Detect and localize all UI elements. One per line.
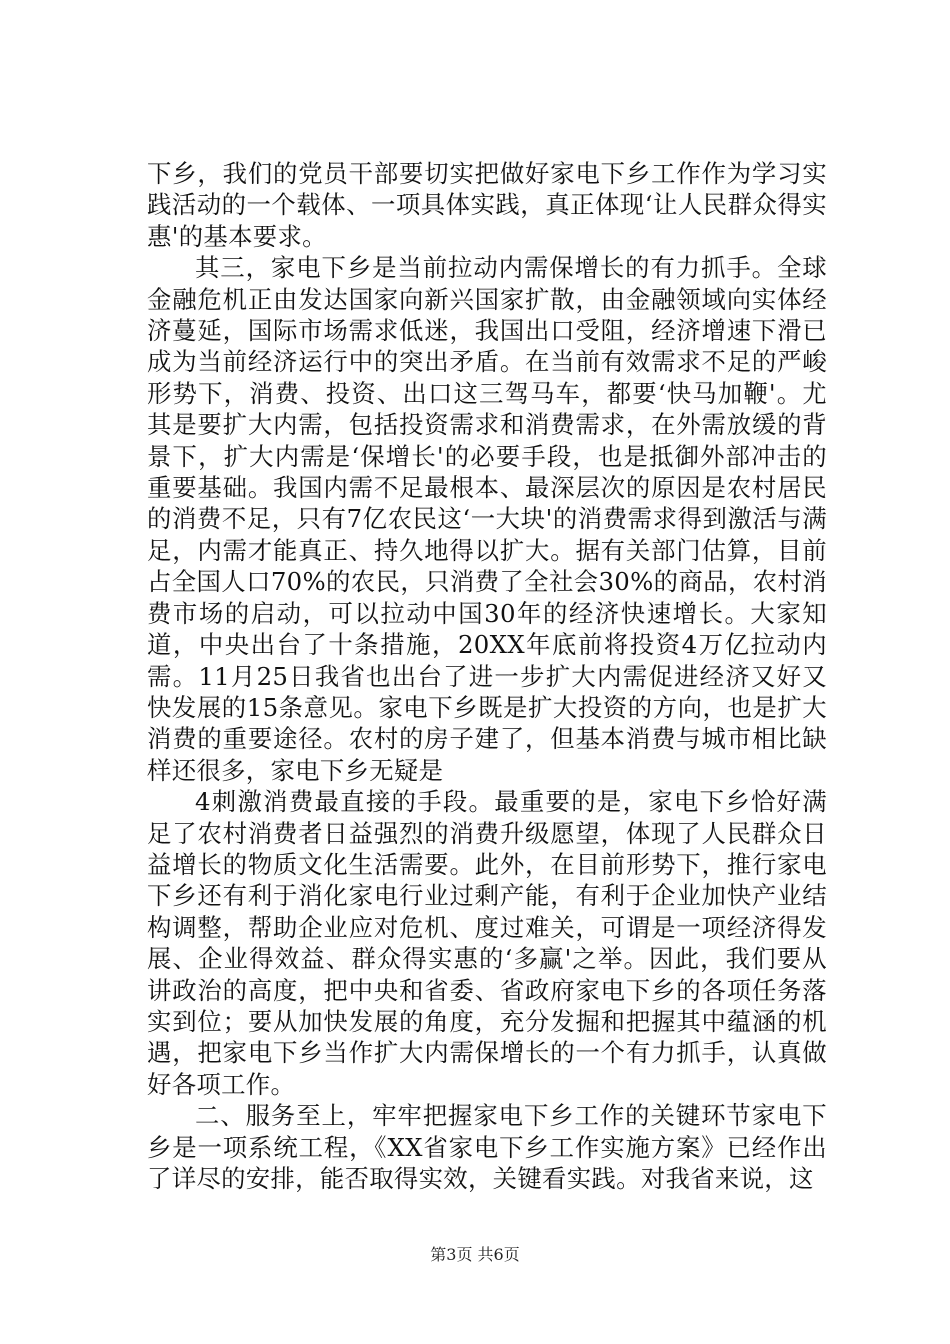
paragraph-service-section: 二、服务至上，牢牢把握家电下乡工作的关键环节家电下乡是一项系统工程，《XX省家电下乡工作实施方案》已经作出了详尽的安排，能否取得实效，关键看实践。对我省来说，这 (147, 1101, 827, 1193)
paragraph-domestic-demand: 其三，家电下乡是当前拉动内需保增长的有力抓手。全球金融危机正由发达国家向新兴国家扩散，由金融领域向实体经济蔓延，国际市场需求低迷，我国出口受阻，经济增速下滑已成为当前经济运行中的突出矛盾。在当前有效需求不足的严峻形势下，消费、投资、出口这三驾马车，都要‘快马加鞭'。尤其是要扩大内需，包括投资需求和消费需求，在外需放缓的背景下，扩大内需是‘保增长'的必要手段，也是抵御外部冲击的重要基础。我国内需不足最根本、最深层次的原因是农村居民的消费不足，只有7亿农民这‘一大块'的消费需求得到激活与满足，内需才能真正、持久地得以扩大。据有关部门估算，目前占全国人口70%的农民，只消费了全社会30%的商品，农村消费市场的启动，可以拉动中国30年的经济快速增长。大家知道，中央出台了十条措施，20XX年底前将投资4万亿拉动内需。11月25日我省也出台了进一步扩大内需促进经济又好又快发展的15条意见。家电下乡既是扩大投资的方向，也是扩大消费的重要途径。农村的房子建了，但基本消费与城市相比缺样还很多，家电下乡无疑是 (147, 253, 827, 785)
document-body (147, 158, 827, 1194)
page-number-footer: 第3页 共6页 (430, 1245, 520, 1264)
paragraph-consumption-stimulus: 4刺激消费最直接的手段。最重要的是，家电下乡恰好满足了农村消费者日益强烈的消费升级愿望，体现了人民群众日益增长的物质文化生活需要。此外，在目前形势下，推行家电下乡还有利于消化家电行业过剩产能，有利于企业加快产业结构调整，帮助企业应对危机、度过难关，可谓是一项经济得发展、企业得效益、群众得实惠的‘多赢'之举。因此，我们要从讲政治的高度，把中央和省委、省政府家电下乡的各项任务落实到位；要从加快发展的角度，充分发掘和把握其中蕴涵的机遇，把家电下乡当作扩大内需保增长的一个有力抓手，认真做好各项工作。 (147, 787, 827, 1099)
paragraph-continuation: 下乡，我们的党员干部要切实把做好家电下乡工作作为学习实践活动的一个载体、一项具体实践，真正体现‘让人民群众得实惠'的基本要求。 (147, 159, 827, 251)
